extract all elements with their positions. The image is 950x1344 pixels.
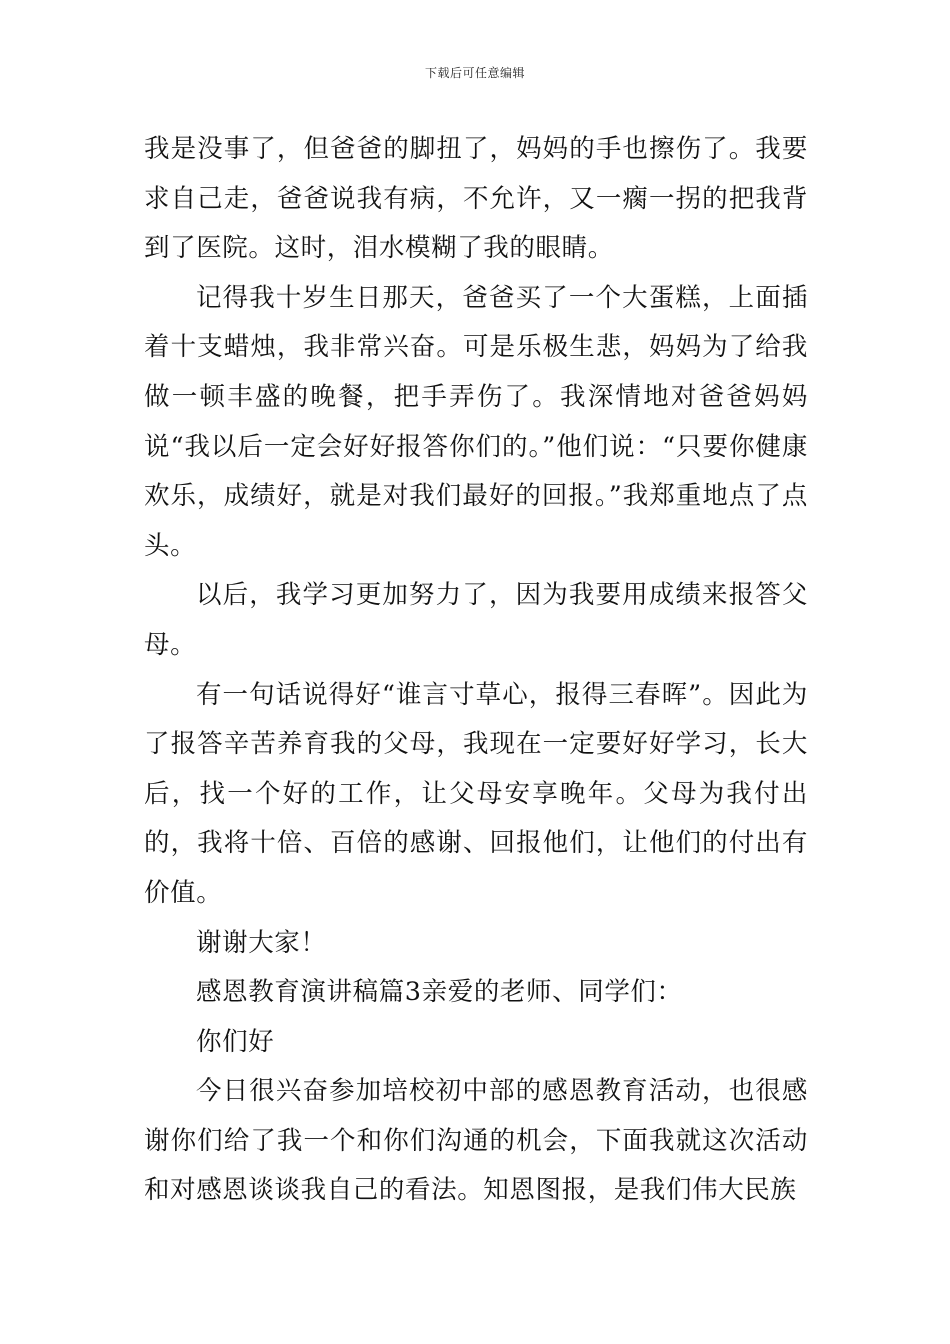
- paragraph: 我是没事了，但爸爸的脚扭了，妈妈的手也擦伤了。我要求自己走，爸爸说我有病，不允许，又一瘸一拐的把我背到了医院。这时，泪水模糊了我的眼睛。: [144, 134, 808, 264]
- document-body: [144, 125, 808, 1216]
- paragraph: 记得我十岁生日那天，爸爸买了一个大蛋糕，上面插着十支蜡烛，我非常兴奋。可是乐极生悲，妈妈为了给我做一顿丰盛的晚餐，把手弄伤了。我深情地对爸爸妈妈说“我以后一定会好好报答你们的。”他们说：“只要你健康欢乐，成绩好，就是对我们最好的回报。”我郑重地点了点头。: [144, 282, 808, 561]
- paragraph: 今日很兴奋参加培校初中部的感恩教育活动，也很感谢你们给了我一个和你们沟通的机会，下面我就这次活动和对感恩谈谈我自己的看法。知恩图报，是我们伟大民族: [144, 1076, 808, 1206]
- paragraph: 你们好: [196, 1026, 275, 1057]
- paragraph: 感恩教育演讲稿篇3亲爱的老师、同学们：: [196, 977, 683, 1008]
- paragraph: 有一句话说得好“谁言寸草心，报得三春晖”。因此为了报答辛苦养育我的父母，我现在一定要好好学习，长大后，找一个好的工作，让父母安享晚年。父母为我付出的，我将十倍、百倍的感谢、回报他们，让他们的付出有价值。: [144, 679, 808, 908]
- paragraph: 以后，我学习更加努力了，因为我要用成绩来报答父母。: [144, 580, 808, 660]
- header-note: 下载后可任意编辑: [424, 66, 525, 80]
- paragraph: 谢谢大家！: [196, 927, 327, 958]
